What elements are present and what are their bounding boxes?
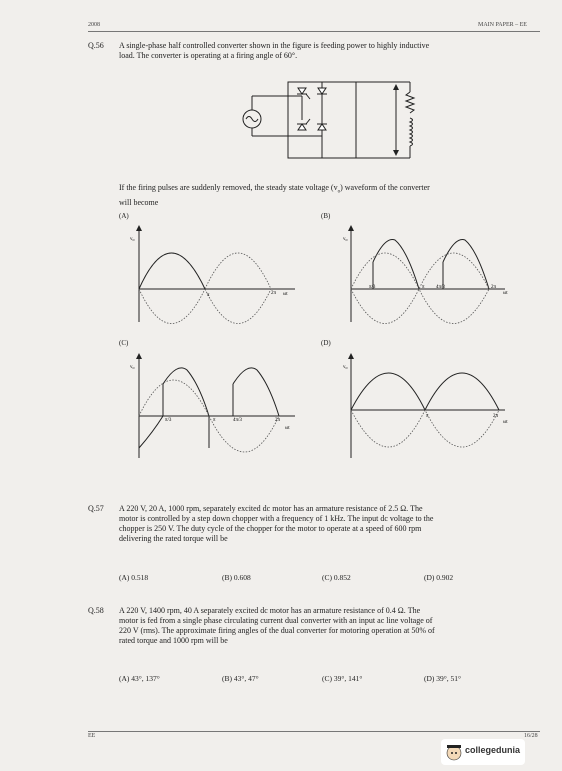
q57-text [119,504,541,544]
waveform-c-pi-tick: π [213,418,216,423]
converter-circuit-diagram [232,70,432,160]
collegedunia-logo [441,739,525,765]
q57-option-b[interactable]: (B) 0.608 [222,573,251,582]
thyristor-t1-icon [298,88,306,94]
waveform-a-positive-half [139,253,205,289]
q57-text-line1: A 220 V, 20 A, 1000 rpm, separately excited dc motor has an armature resistance of 2.5 Ω. The [119,504,423,513]
waveform-b-vo-label: $v_o$ [343,237,348,242]
waveform-c-2pi-tick: 2π [275,418,281,423]
q58-text-line2: motor is fed from a single phase circulating current dual converter with an input ac line voltage of [119,616,433,625]
q56-text-line2: load. The converter is operating at a firing angle of 60°. [119,51,298,60]
q57-text-line2: motor is controlled by a step down chopper with a frequency of 1 kHz. The input dc voltage to the [119,514,434,523]
waveform-a-pi-tick: π [207,293,210,298]
waveform-c-vo-label: $v_o$ [130,365,135,370]
q58-option-d[interactable]: (D) 39°, 51° [424,674,462,683]
q56-number: Q.56 [88,41,104,50]
q56-text-line1: A single-phase half controlled converter shown in the figure is feeding power to highly inductive [119,41,430,50]
waveform-b-pi-tick: π [422,285,425,290]
collegedunia-logo-icon [444,742,464,762]
q57-number: Q.57 [88,504,104,513]
footer-paper-code: EE [88,733,96,739]
waveform-c-4pi3-tick: 4π/3 [233,418,242,423]
header-year: 2008 [88,22,100,28]
collegedunia-logo-text: collegedunia [465,745,521,755]
footer-rule [88,731,540,732]
diode-d1-icon [318,88,326,94]
waveform-b-2pi-tick: 2π [491,285,497,290]
q57-text-line3: chopper is 250 V. The duty cycle of the chopper for the motor to operate at a speed of 600 rpm [119,524,422,533]
q58-number: Q.58 [88,606,104,615]
waveform-b-pi3-tick: π/3 [369,285,376,290]
q56-option-c-label[interactable]: (C) [119,339,129,347]
waveform-d-second-hump [425,373,499,410]
q56-subtext-line2: will become [119,197,159,207]
q56-subtext [119,183,541,208]
waveform-d-plot[interactable] [325,350,515,465]
waveform-c-pi3-tick: π/3 [165,418,172,423]
q56-option-b-label[interactable]: (B) [321,212,331,220]
q58-text-line4: rated torque and 1000 rpm will be [119,636,228,645]
header-paper-title: MAIN PAPER – EE [478,22,527,28]
q56-option-d-label[interactable]: (D) [321,339,331,347]
q57-option-d[interactable]: (D) 0.902 [424,573,454,582]
waveform-d-vo-label: $v_o$ [343,365,348,370]
q57-option-c[interactable]: (C) 0.852 [322,573,351,582]
waveform-d-first-hump [351,373,425,410]
waveform-d-wt-label: ωt [503,420,508,425]
q58-option-c[interactable]: (C) 39°, 141° [322,674,363,683]
q58-option-b[interactable]: (B) 43°, 47° [222,674,259,683]
q58-option-a[interactable]: (A) 43°, 137° [119,674,160,683]
q56-text [119,41,541,61]
diode-d2-icon [318,124,326,130]
q58-text-line1: A 220 V, 1400 rpm, 40 A separately excited dc motor has an armature resistance of 0.4 Ω. The [119,606,421,615]
q56-subtext-line1: If the firing pulses are suddenly removed, the steady state voltage $(v_o)$ waveform of the converter [119,183,430,195]
waveform-a-plot[interactable] [125,222,305,332]
footer-page-number: 16/28 [524,733,538,739]
waveform-c-wt-label: ωt [285,426,290,431]
waveform-b-plot[interactable] [325,222,515,332]
waveform-b-wt-label: ωt [503,291,508,296]
header-rule [88,31,540,32]
waveform-a-wt-label: ωt [283,292,288,297]
q57-text-line4: delivering the rated torque will be [119,534,228,543]
waveform-d-pi-tick: π [426,414,429,419]
thyristor-t2-icon [298,124,306,130]
q56-option-a-label[interactable]: (A) [119,212,129,220]
waveform-c-plot[interactable] [125,350,305,465]
waveform-b-4pi3-tick: 4π/3 [436,285,445,290]
q57-option-a[interactable]: (A) 0.518 [119,573,149,582]
q58-text-line3: 220 V (rms). The approximate firing angles of the dual converter for motoring operation at 50% of [119,626,435,635]
waveform-a-vo-label: $v_o$ [130,237,135,242]
waveform-d-2pi-tick: 2π [493,414,499,419]
q58-text [119,606,541,646]
waveform-a-2pi-tick: 2π [271,291,277,296]
